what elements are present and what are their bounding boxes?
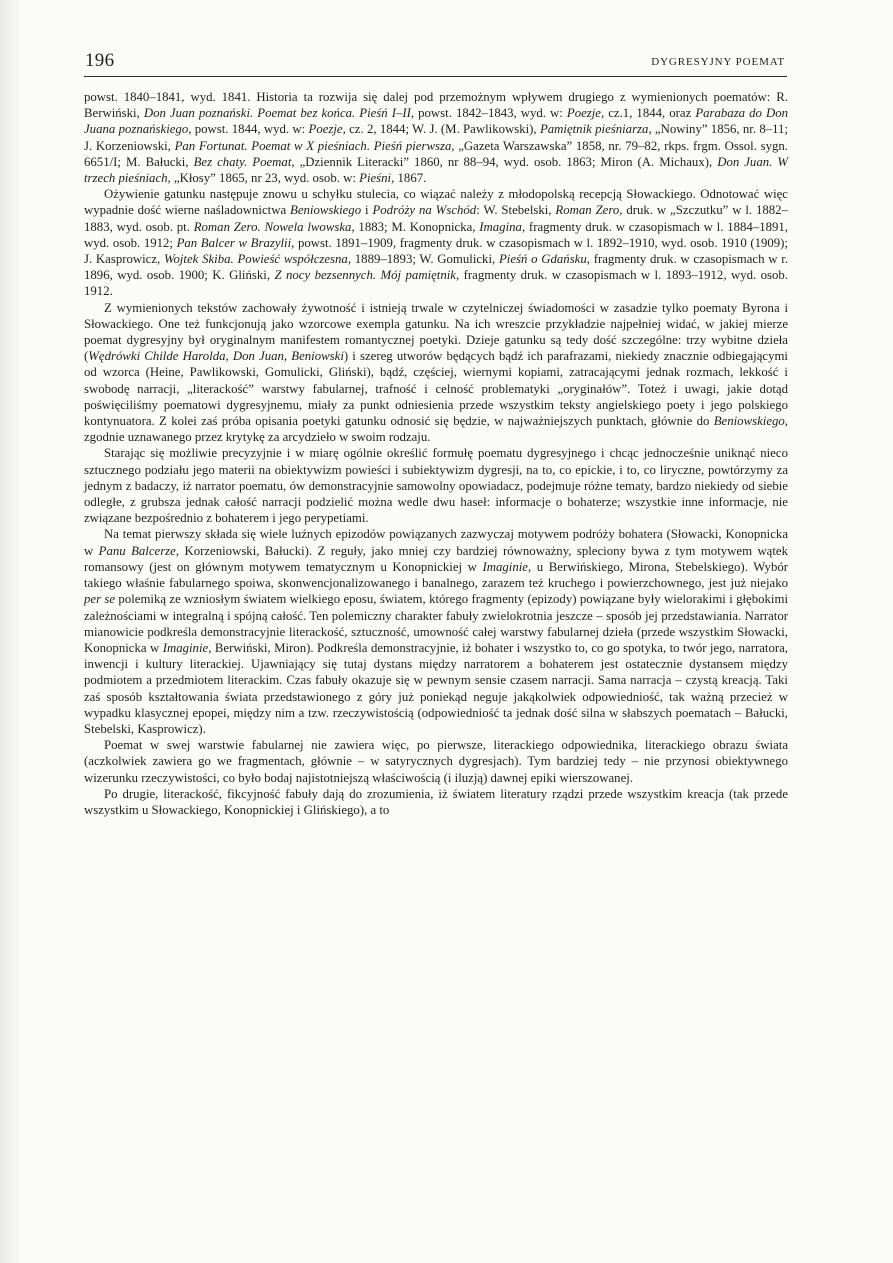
italic-title-span: Don Juan poznański. Poemat bez końca. Pieśń I–II — [143, 106, 411, 121]
paragraph-continuation — [84, 89, 788, 186]
paragraph-first-theme — [84, 526, 788, 737]
italic-title-span: Pan Balcer w Brazylii — [176, 235, 292, 250]
italic-title-span: Podróży na Wschód — [372, 203, 477, 218]
text-span: ) i szereg utworów będących bądź ich parafrazami, niekiedy znacznie odbiegającymi od wzorca (Heine, Pawlikowski, Gomulicki, Gliński), bądź, częściej, wiernymi kopiami, zatracającymi jednak rozmach, lekkość i swobodę narracji, „literackość” warstwy fabularnej, trafność i celność problematyki „oryginałów”. Toteż i uwagi, jakie dotąd poświęciliśmy poematowi dygresyjnemu, miały za punkt odniesienia przede wszystkim teksty angielskiego poety i jego polskiego kontynuatora. Z kolei zaś próba opisania poetyki gatunku odnosić się będzie, w najważniejszych punktach, głównie do — [84, 349, 788, 429]
text-span: Na temat pierwszy składa się wiele luźnych epizodów powiązanych zazwyczaj motywem podróży bohatera (Słowacki, Konopnicka w — [84, 527, 788, 558]
text-span: , fragmenty druk. w czasopismach w l. 1893–1912, wyd. osob. 1912. — [84, 268, 788, 299]
text-span: Starając się możliwie precyzyjnie i w miarę ogólnie określić formułę poematu dygresyjnego i chcąc jednocześnie uniknąć nieco sztucznego podziału jego materii na obiektywizm powieści i subiektywizm dygresji, na to, co epickie, i to, co liryczne, powtórzymy za jednym z badaczy, iż narrator poematu, ów demonstracyjnie samowolny opowiadacz, podejmuje różne tematy, bardzo niekiedy od siebie odległe, z grubsza jednak całość narracji podzielić można wedle dwu haseł: informacje o bohaterze; wszystkie inne informacje, nie związane bezpośrednio z bohaterem i jego perypetiami. — [84, 446, 788, 526]
italic-title-span: Panu Balcerze — [98, 543, 176, 558]
italic-title-span: Z nocy bezsennych. Mój pamiętnik — [274, 268, 456, 283]
text-span: , powst. 1844, wyd. w: — [188, 122, 309, 137]
italic-title-span: Parabaza do Don Juana poznańskiego — [84, 106, 788, 137]
text-span: , 1883; M. Konopnicka, — [351, 219, 480, 234]
text-span: , cz.1, 1844, oraz — [601, 106, 696, 121]
italic-title-span: Imaginie — [482, 559, 528, 574]
text-span: , „Gazeta Warszawska” 1858, nr. 79–82, rkps. frgm. Ossol. sygn. 6651/I; M. Bałucki, — [84, 138, 788, 169]
text-span: , fragmenty druk. w czasopismach w r. 1896, wyd. osob. 1900; K. Gliński, — [84, 252, 788, 283]
italic-title-span: Wędrówki Childe Harolda, Don Juan, Beniowski — [88, 349, 344, 364]
italic-title-span: Poezje — [566, 106, 601, 121]
body-text — [84, 89, 788, 818]
italic-title-span: Pieśni — [359, 171, 392, 186]
italic-title-span: Imaginie — [162, 640, 209, 655]
running-title: DYGRESYJNY POEMAT — [651, 56, 785, 68]
italic-title-span: per se — [84, 592, 116, 607]
text-span: , „Dziennik Literacki” 1860, nr 88–94, wyd. osob. 1863; Miron (A. Michaux), — [291, 154, 718, 169]
text-span: , powst. 1842–1843, wyd. w: — [410, 106, 567, 121]
italic-title-span: Roman Zero. Nowela lwowska — [193, 219, 352, 234]
page-number: 196 — [85, 50, 115, 71]
text-span: , Berwiński, Miron). Podkreśla demonstracyjnie, iż bohater i wszystko to, co go spotyka, to twór jego, narratora, inwencji i kultury literackiej. Ujawniający się tutaj dystans między narratorem a bohaterem jest ostatecznie dystansem między podmiotem a przedmiotem literackim. Czas fabuły okazuje się w pewnym sensie czasem narracji. Sama narracja – czystą kreacją. Taki zaś sposób kształtowania świata przedstawionego z góry już poniekąd neguje jakąkolwiek odpowiedniość, tak ważną przecież w wypadku klasycznej epopei, między nim a tzw. rzeczywistością (odpowiedniość ta jednak dość silna w słabszych poematach – Bałucki, Stebelski, Kasprowicz). — [84, 640, 788, 736]
text-span: , „Kłosy” 1865, nr 23, wyd. osob. w: — [167, 171, 360, 186]
text-span: Ożywienie gatunku następuje znowu u schyłku stulecia, co wiązać należy z młodopolską recepcją Słowackiego. Odnotować więc wypadnie dość wierne naśladownictwa — [84, 187, 788, 218]
text-span: , u Berwińskiego, Mirona, Stebelskiego). Wybór takiego właśnie fabularnego spoiwa, skonwencjonalizowanego i banalnego, zarazem też kruchego i powierzchownego, jest już niejako — [84, 559, 789, 591]
header-rule — [84, 76, 787, 77]
text-span: : W. Stebelski, — [476, 203, 556, 218]
text-span: Po drugie, literackość, fikcyjność fabuły dają do zrozumienia, iż światem literatury rządzi przede wszystkim kreacja (tak przede wszystkim u Słowackiego, Konopnickiej i Glińskiego), a to — [84, 786, 788, 817]
paragraph-formula — [84, 445, 788, 526]
text-span: , zgodnie uznawanego przez krytykę za arcydzieło w swoim rodzaju. — [84, 414, 788, 445]
italic-title-span: Pan Fortunat. Poemat w X pieśniach. Pieśń pierwsza — [174, 138, 452, 153]
italic-title-span: Wojtek Skiba. Powieść współczesna — [163, 252, 348, 267]
italic-title-span: Pieśń o Gdańsku — [498, 252, 587, 267]
text-span: , 1867. — [391, 171, 427, 186]
text-span: , powst. 1891–1909, fragmenty druk. w czasopismach w l. 1892–1910, wyd. osob. 1910 (1909); J. Kasprowicz, — [84, 235, 788, 267]
italic-title-span: Poezje — [308, 122, 343, 137]
text-span: , druk. w „Szczutku” w l. 1882–1883, wyd. osob. pt. — [84, 203, 788, 234]
paragraph-revival — [84, 186, 788, 299]
italic-title-span: Beniowskiego — [713, 414, 785, 429]
paragraph-vitality — [84, 300, 788, 446]
text-span: , fragmenty druk. w czasopismach w l. 1884–1891, wyd. osob. 1912; — [84, 219, 788, 250]
text-span: , Korzeniowski, Bałucki). Z reguły, jako mniej czy bardziej równoważny, spleciony bywa z tym motywem wątek romansowy (jest on głównym motywem tematycznym u Konopnickiej w — [84, 543, 788, 574]
text-span: , 1889–1893; W. Gomulicki, — [347, 252, 499, 267]
italic-title-span: Imagina — [479, 219, 522, 234]
italic-title-span: Roman Zero — [555, 203, 620, 218]
italic-title-span: Pamiętnik pieśniarza — [539, 122, 649, 137]
text-span: i — [361, 203, 373, 218]
page-gutter-shadow — [0, 0, 22, 1263]
text-span: Poemat w swej warstwie fabularnej nie zawiera więc, po pierwsze, literackiego odpowiednika, literackiego obrazu świata (aczkolwiek zawiera go we fragmentach, głównie – w satyrycznych dygresjach). Tym bardziej tedy – nie przynosi obiektywnego wizerunku rzeczywistości, co było bodaj najistotniejszą właściwością (i iluzją) dawnej epiki wierszowanej. — [84, 738, 788, 785]
text-span: polemiką ze wzniosłym światem wielkiego eposu, światem, którego fragmenty (epizody) powiązane były wielorakimi i głębokimi zależnościami w integralną i spójną całość. Ten polemiczny charakter fabuły zwielokrotnia jeszcze – sposób jej przedstawiania. Narrator mianowicie podkreśla demonstracyjnie literackość, sztuczność, umowność całej warstwy fabularnej dzieła (przede wszystkim Słowacki, Konopnicka w — [84, 592, 789, 655]
text-span: , „Nowiny” 1856, nr. 8–11; J. Korzeniowski, — [84, 122, 789, 153]
text-span: powst. 1840–1841, wyd. 1841. Historia ta rozwija się dalej pod przemożnym wpływem drugiego z wymienionych poematów: R. Berwiński, — [84, 90, 788, 121]
italic-title-span: Don Juan. W trzech pieśniach — [84, 154, 788, 186]
italic-title-span: Bez chaty. Poemat — [193, 154, 292, 169]
text-span: Z wymienionych tekstów zachowały żywotność i istnieją trwale w czytelniczej świadomości w zasadzie tylko poematy Byrona i Słowackiego. One też funkcjonują jako wzorcowe exempla gatunku. Na ich wreszcie przykładzie najpełniej widać, w jakiej mierze poemat dygresyjny był oryginalnym manifestem romantycznej poetyki. Dzieje gatunku są tedy dość szczególne: trzy wybitne dzieła ( — [84, 300, 788, 364]
text-span: , cz. 2, 1844; W. J. (M. Pawlikowski), — [342, 122, 540, 137]
paragraph-no-equivalent — [84, 737, 788, 786]
italic-title-span: Beniowskiego — [290, 203, 362, 218]
paragraph-second — [84, 786, 788, 818]
